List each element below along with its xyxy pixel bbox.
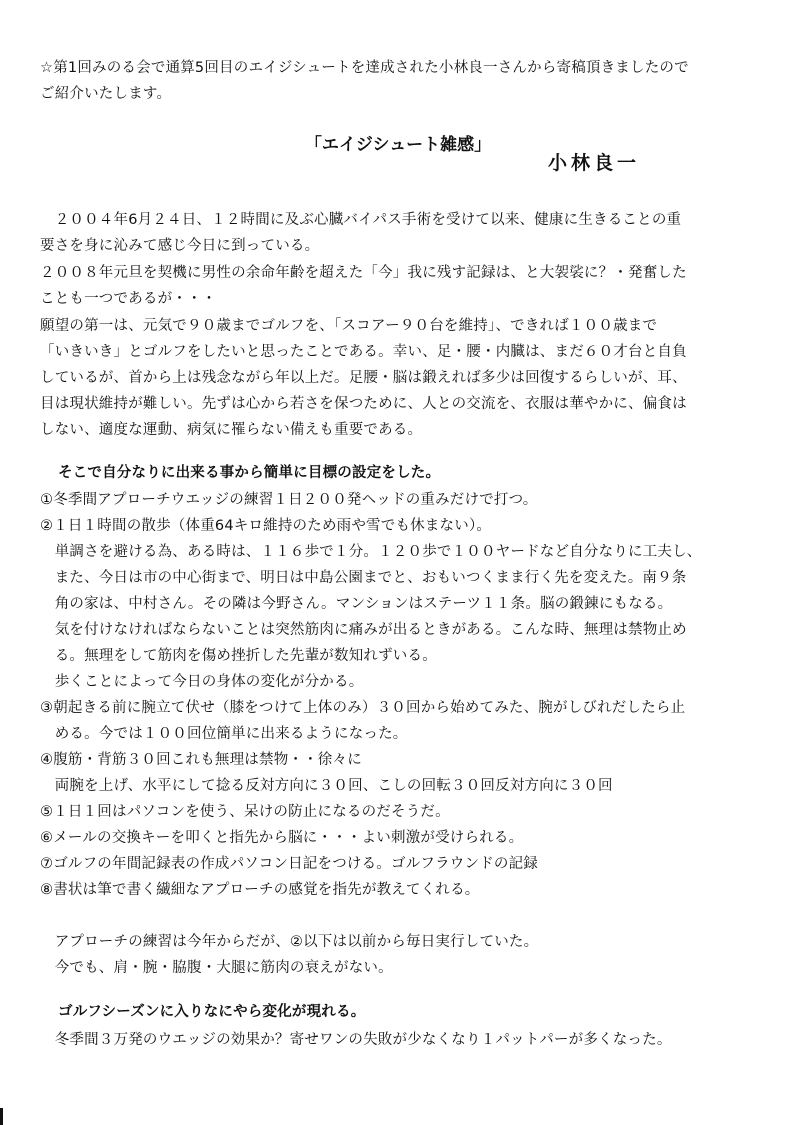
body-line: 冬季間３万発のウエッジの効果か？寄せワンの失敗が少なくなり１パットパーが多くなった。 <box>40 1032 672 1048</box>
article-title: 「エイジシュート雑感」 <box>304 135 492 155</box>
goal-line: ④腹筋・背筋３０回これも無理は禁物・・徐々に <box>40 752 362 768</box>
body-line: 要さを身に沁みて感じ今日に到っている。 <box>40 238 320 254</box>
goal-line: また、今日は市の中心街まで、明日は中島公園までと、おもいつくまま行く先を変えた。南９条 <box>40 570 687 586</box>
body-line: アプローチの練習は今年からだが、②以下は以前から毎日実行していた。 <box>40 934 539 950</box>
goal-line: ③朝起きる前に腕立て伏せ（膝をつけて上体のみ）３０回から始めてみた、腕がしびれだしたら止 <box>40 700 686 716</box>
section-heading: そこで自分なりに出来る事から簡単に目標の設定をした。 <box>58 465 441 481</box>
body-line: 願望の第一は、元気で９０歳までゴルフを、「スコアー９０台を維持」、できれば１００歳まで <box>40 318 658 334</box>
goal-line: 気を付けなければならないことは突然筋肉に痛みが出るときがある。こんな時、無理は禁物止め <box>40 622 687 638</box>
goal-line: ⑦ゴルフの年間記録表の作成パソコン日記をつける。ゴルフラウンドの記録 <box>40 856 539 872</box>
intro-line: ご紹介いたします。 <box>40 86 172 102</box>
section-heading: ゴルフシーズンに入りなにやら変化が現れる。 <box>58 1004 366 1020</box>
body-line: 今でも、肩・腕・脇腹・大腿に筋肉の衰えがない。 <box>40 960 393 976</box>
intro-line: ☆第1回みのる会で通算5回目のエイジシュートを達成された小林良一さんから寄稿頂きましたので <box>40 60 689 76</box>
body-line: 「いきいき」とゴルフをしたいと思ったことである。幸い、足・腰・内臓は、まだ６０才台と自負 <box>40 344 687 360</box>
body-line: ２００４年6月２４日、１２時間に及ぶ心臓バイパス手術を受けて以来、健康に生きることの重 <box>40 212 682 228</box>
goal-line: ⑧書状は筆で書く繊細なアプローチの感覚を指先が教えてくれる。 <box>40 882 480 898</box>
body-line: 目は現状維持が難しい。先ずは心から若さを保つために、人との交流を、衣服は華やかに、偏食は <box>40 396 687 412</box>
body-line: しているが、首から上は残念ながら年以上だ。足腰・脳は鍛えれば多少は回復するらしいが、耳、 <box>40 370 687 386</box>
article-author: 小林良一 <box>548 152 641 174</box>
goal-line: 単調さを避ける為、ある時は、１１６歩で１分。１２０歩で１００ヤードなど自分なりに工夫し、 <box>40 544 702 560</box>
goal-line: める。今では１００回位簡単に出来るようになった。 <box>40 726 408 742</box>
goal-line: 角の家は、中村さん。その隣は今野さん。マンションはステーツ１１条。脳の鍛錬にもなる。 <box>40 596 673 612</box>
goal-line: ⑥メールの交換キーを叩くと指先から脳に・・・よい刺激が受けられる。 <box>40 830 524 846</box>
goal-line: ⑤１日１回はパソコンを使う、呆けの防止になるのだそうだ。 <box>40 804 450 820</box>
scan-edge-mark <box>0 1108 3 1125</box>
body-line: しない、適度な運動、病気に罹らない備えも重要である。 <box>40 422 423 438</box>
body-line: ことも一つであるが・・・ <box>40 291 217 307</box>
body-line: ２００８年元旦を契機に男性の余命年齢を超えた「今」我に残す記録は、と大袈裟に？・発奮した <box>40 265 687 281</box>
goal-line: ①冬季間アプローチウエッジの練習１日２００発ヘッドの重みだけで打つ。 <box>40 492 538 508</box>
goal-line: 両腕を上げ、水平にして捻る反対方向に３０回、こしの回転３０回反対方向に３０回 <box>40 778 613 794</box>
goal-line: る。無理をして筋肉を傷め挫折した先輩が数知れずいる。 <box>40 648 437 664</box>
goal-line: ②１日１時間の散歩（体重64キロ維持のため雨や雪でも休まない）。 <box>40 518 492 534</box>
goal-line: 歩くことによって今日の身体の変化が分かる。 <box>40 674 364 690</box>
